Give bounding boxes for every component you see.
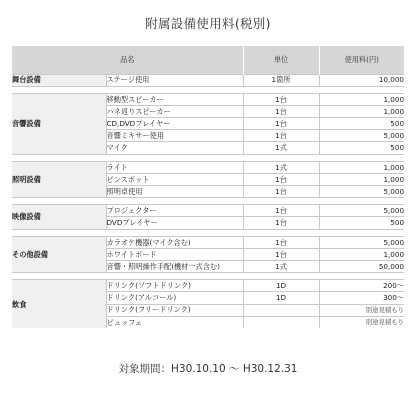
table-header-row: [12, 46, 404, 74]
item-name-cell: マイク: [106, 142, 243, 154]
unit-cell: 1台: [243, 236, 319, 248]
unit-cell: 1台: [243, 217, 319, 229]
fee-cell: 5,000: [319, 130, 404, 142]
item-name-cell: 照明卓使用: [106, 186, 243, 198]
fee-cell: 5,000: [319, 186, 404, 198]
table-row: [12, 236, 404, 248]
item-name-cell: 音響ミキサー使用: [106, 130, 243, 142]
unit-cell: [243, 304, 319, 316]
unit-cell: 1D: [243, 280, 319, 292]
target-period: 対象期間：H30.10.10 ～ H30.12.31: [118, 363, 298, 375]
unit-cell: [243, 316, 319, 328]
category-cell: 照明設備: [12, 161, 106, 198]
unit-cell: 1台: [243, 118, 319, 130]
group-spacer: [12, 86, 404, 93]
item-name-cell: 移動型スピーカー: [106, 93, 243, 105]
item-name-cell: ホワイトボード: [106, 248, 243, 260]
table-row: [12, 205, 404, 217]
item-name-cell: ステージ使用: [106, 74, 243, 86]
unit-cell: 1式: [243, 161, 319, 173]
table-row: [12, 280, 404, 292]
item-name-cell: 音響・照明操作手配(機材一式含む): [106, 260, 243, 272]
column-header-fee: 使用料(円): [319, 46, 404, 74]
item-name-cell: ドリンク(ソフトドリンク): [106, 280, 243, 292]
item-name-cell: ハネ返りスピーカー: [106, 105, 243, 117]
group-spacer: [12, 229, 404, 236]
fee-cell: 1,000: [319, 248, 404, 260]
group-spacer-cell: [12, 273, 404, 280]
group-spacer: [12, 198, 404, 205]
item-name-cell: ドリンク(アルコール): [106, 292, 243, 304]
fee-cell: 500: [319, 217, 404, 229]
fee-cell: 300～: [319, 292, 404, 304]
fee-cell: 10,000: [319, 74, 404, 86]
group-spacer: [12, 273, 404, 280]
category-cell: 飲食: [12, 280, 106, 329]
table-row: [12, 93, 404, 105]
unit-cell: 1台: [243, 130, 319, 142]
group-spacer-cell: [12, 198, 404, 205]
group-spacer: [12, 154, 404, 161]
column-header-name: 品名: [12, 46, 243, 74]
fee-cell: 別途見積もり: [319, 304, 404, 316]
unit-cell: 1D: [243, 292, 319, 304]
unit-cell: 1台: [243, 173, 319, 185]
item-name-cell: ビュッフェ: [106, 316, 243, 328]
group-spacer-cell: [12, 229, 404, 236]
unit-cell: 1台: [243, 205, 319, 217]
fee-cell: 別途見積もり: [319, 316, 404, 328]
fee-cell: 1,000: [319, 105, 404, 117]
category-cell: 音響設備: [12, 93, 106, 154]
fee-cell: 500: [319, 142, 404, 154]
item-name-cell: DVDプレイヤー: [106, 217, 243, 229]
item-name-cell: プロジェクター: [106, 205, 243, 217]
fee-cell: 1,000: [319, 93, 404, 105]
page-title: 附属設備使用料(税別): [145, 16, 271, 31]
table-row: [12, 74, 404, 86]
category-cell: 映像設備: [12, 205, 106, 229]
unit-cell: 1台: [243, 186, 319, 198]
fee-cell: 500: [319, 118, 404, 130]
category-cell: その他設備: [12, 236, 106, 273]
unit-cell: 1式: [243, 260, 319, 272]
fee-cell: 5,000: [319, 236, 404, 248]
unit-cell: 1台: [243, 93, 319, 105]
fee-cell: 5,000: [319, 205, 404, 217]
fee-cell: 1,000: [319, 161, 404, 173]
fee-cell: 50,000: [319, 260, 404, 272]
unit-cell: 1台: [243, 248, 319, 260]
item-name-cell: ピンスポット: [106, 173, 243, 185]
table-body: [12, 74, 404, 328]
fee-cell: 200～: [319, 280, 404, 292]
item-name-cell: ドリンク(フリードリンク): [106, 304, 243, 316]
unit-cell: 1台: [243, 105, 319, 117]
group-spacer-cell: [12, 86, 404, 93]
unit-cell: 1箇所: [243, 74, 319, 86]
column-header-unit: 単位: [243, 46, 319, 74]
table-row: [12, 161, 404, 173]
group-spacer-cell: [12, 154, 404, 161]
item-name-cell: CD,DVDプレイヤー: [106, 118, 243, 130]
item-name-cell: カラオケ機器(マイク含む): [106, 236, 243, 248]
item-name-cell: ライト: [106, 161, 243, 173]
fee-table: [12, 46, 404, 328]
category-cell: 舞台設備: [12, 74, 106, 86]
unit-cell: 1式: [243, 142, 319, 154]
fee-cell: 1,000: [319, 173, 404, 185]
